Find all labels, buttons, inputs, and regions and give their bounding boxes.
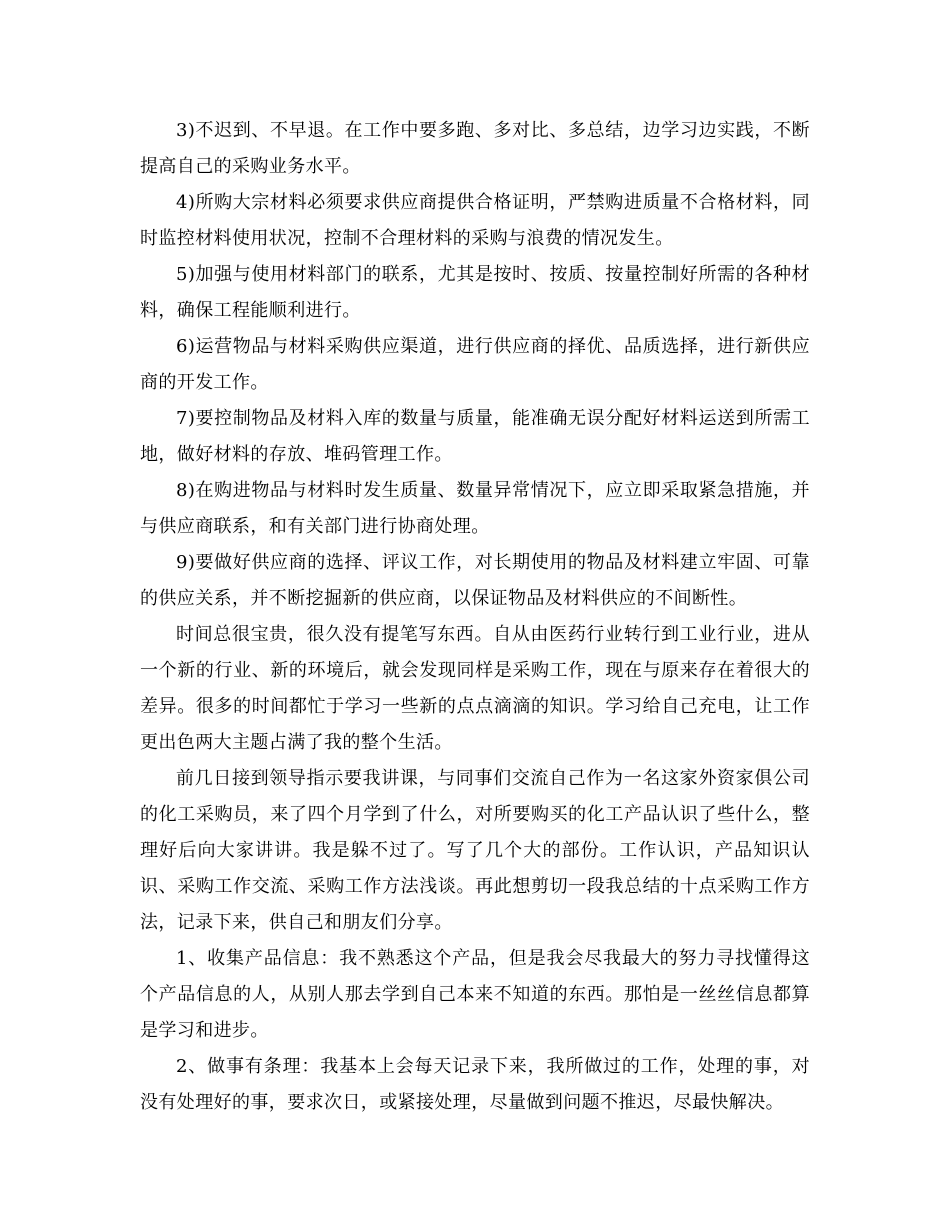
document-body bbox=[140, 113, 810, 1121]
paragraph-time-precious: 时间总很宝贵，很久没有提笔写东西。自从由医药行业转行到工业行业，进从一个新的行业、新的环境后，就会发现同样是采购工作，现在与原来存在着很大的差异。很多的时间都忙于学习一些新的点点滴滴的知识。学习给自己充电，让工作更出色两大主题占满了我的整个生活。 bbox=[140, 624, 810, 753]
paragraph-item-5: 5)加强与使用材料部门的联系，尤其是按时、按质、按量控制好所需的各种材料，确保工程能顺利进行。 bbox=[140, 264, 810, 321]
paragraph-item-3: 3)不迟到、不早退。在工作中要多跑、多对比、多总结，边学习边实践，不断提高自己的采购业务水平。 bbox=[140, 120, 810, 177]
paragraph-item-7: 7)要控制物品及材料入库的数量与质量，能准确无误分配好材料运送到所需工地，做好材料的存放、堆码管理工作。 bbox=[140, 408, 810, 465]
paragraph-item-8: 8)在购进物品与材料时发生质量、数量异常情况下，应立即采取紧急措施，并与供应商联系，和有关部门进行协商处理。 bbox=[140, 480, 810, 537]
paragraph-item-4: 4)所购大宗材料必须要求供应商提供合格证明，严禁购进质量不合格材料，同时监控材料使用状况，控制不合理材料的采购与浪费的情况发生。 bbox=[140, 192, 810, 249]
paragraph-method-2: 2、做事有条理：我基本上会每天记录下来，我所做过的工作，处理的事，对没有处理好的事，要求次日，或紧接处理，尽量做到问题不推迟，尽最快解决。 bbox=[140, 1056, 810, 1113]
paragraph-item-9: 9)要做好供应商的选择、评议工作，对长期使用的物品及材料建立牢固、可靠的供应关系，并不断挖掘新的供应商，以保证物品及材料供应的不间断性。 bbox=[140, 552, 810, 609]
paragraph-lecture: 前几日接到领导指示要我讲课，与同事们交流自己作为一名这家外资家俱公司的化工采购员，来了四个月学到了什么，对所要购买的化工产品认识了些什么，整理好后向大家讲讲。我是躲不过了。写了几个大的部份。工作认识，产品知识认识、采购工作交流、采购工作方法浅谈。再此想剪切一段我总结的十点采购工作方法，记录下来，供自己和朋友们分享。 bbox=[140, 768, 810, 933]
paragraph-item-6: 6)运营物品与材料采购供应渠道，进行供应商的择优、品质选择，进行新供应商的开发工作。 bbox=[140, 336, 810, 393]
paragraph-method-1: 1、收集产品信息：我不熟悉这个产品，但是我会尽我最大的努力寻找懂得这个产品信息的人，从别人那去学到自己本来不知道的东西。那怕是一丝丝信息都算是学习和进步。 bbox=[140, 948, 810, 1041]
